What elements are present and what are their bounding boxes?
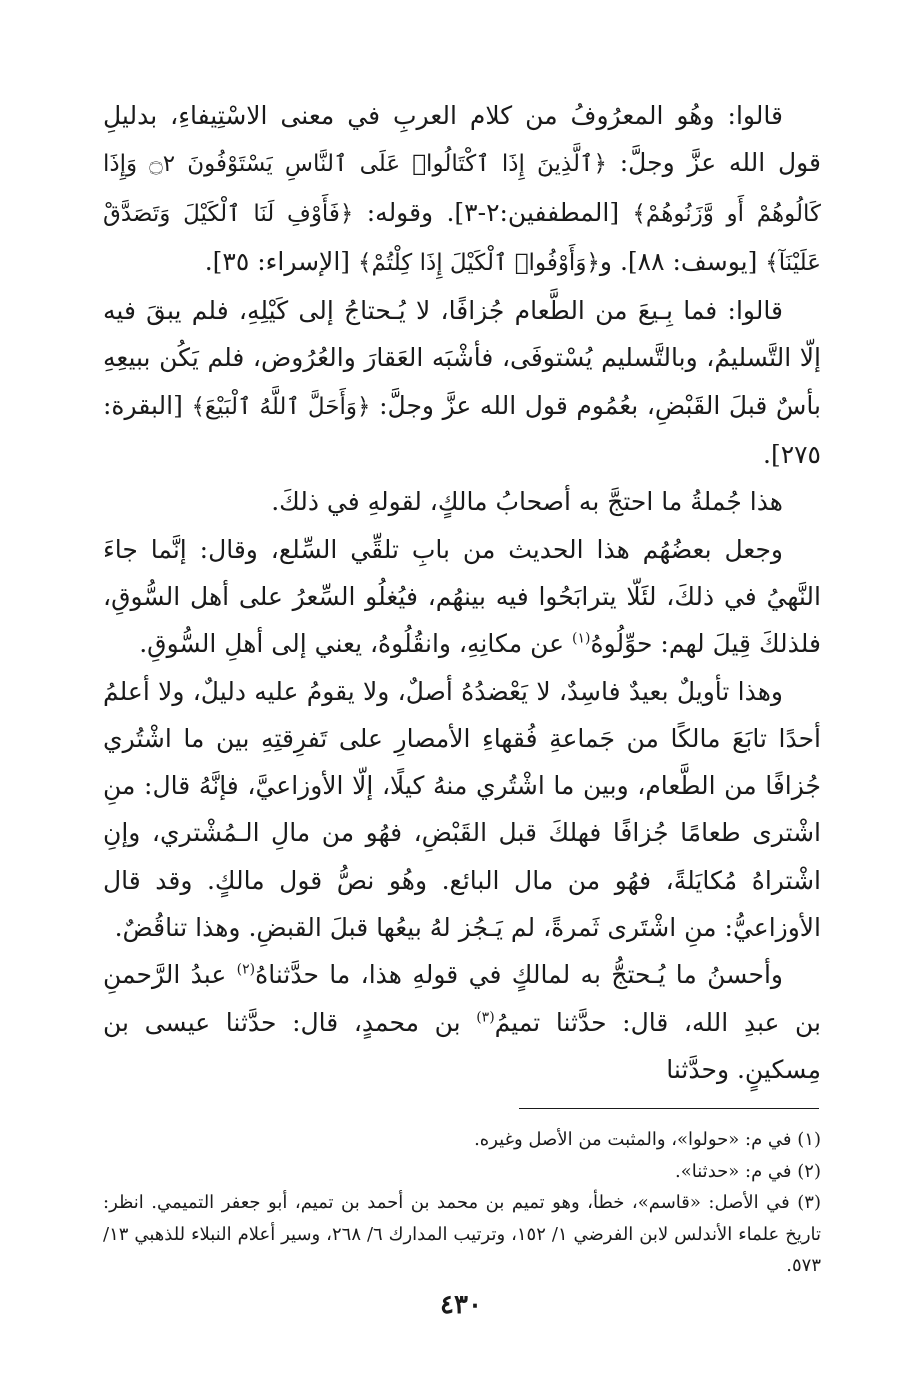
text-run: قالوا: وهُو المعرُوفُ من كلام العربِ في معنى الاسْتِيفاءِ، بدليلِ قول الله عزَّ وجلَّ:: [103, 101, 821, 178]
text-run: وهذا تأويلٌ بعيدٌ فاسِدٌ، لا يَعْضدُهُ أصلٌ، ولا يقومُ عليه دليلٌ، ولا أعلمُ أحدًا تابَعَ مالكًا من جَماعةِ فُقهاءِ الأمصارِ على تَفرِقتِهِ بين ما اشْتُري جُزافًا من الطَّعام، وبين ما اشْتُري منهُ كيلًا، إلّا الأوزاعيَّ، فإنَّهُ قال: منِ اشْترى طعامًا جُزافًا فهلكَ قبل القَبْضِ، فهُو من مالِ الـمُشْتري، وإنِ اشْتراهُ مُكايَلةً، فهُو من مال البائع. وهُو نصُّ قول مالكٍ. وقد قال الأوزاعيُّ: منِ اشْتَرى ثَمرةً، لم يَـجُز لهُ بيعُها قبلَ القبضِ. وهذا تناقُضٌ.: [103, 676, 821, 943]
footnote-2: (٢) في م: «حدثنا».: [675, 1160, 821, 1182]
text-run: عبدُ الرَّحمنِ بن عبدِ الله، قال: حدَّثنا تميمُ: [103, 960, 821, 1037]
footnote-marker: (٣): [476, 1009, 495, 1026]
quran-quote: ﴿فَأَوْفِ لَنَا ٱلْكَيْلَ وَتَصَدَّقْ عَلَيْنَآ﴾: [103, 200, 821, 276]
text-run: عن مكانِهِ، وانقُلُوهُ، يعني إلى أهلِ السُّوقِ.: [139, 629, 573, 659]
paragraph-6: [103, 951, 821, 1093]
paragraph-2: [103, 287, 821, 478]
footnotes: [103, 1124, 821, 1282]
text-run: وجعل بعضُهُم هذا الحديث من بابِ تلقِّي السِّلع، وقال: إنَّما جاءَ النَّهيُ في ذلكَ، لئَلّا يترابَحُوا فيه بينهُم، فيُغلُو السِّعرُ على أهل السُّوقِ، فلذلكَ قِيلَ لهم: حوِّلُوهُ: [103, 534, 821, 659]
paragraph-4: [103, 526, 821, 668]
text-run: وأحسنُ ما يُـحتجُّ به لمالكٍ في قولهِ هذا، ما حدَّثناهُ: [255, 960, 783, 990]
paragraph-1: [103, 92, 821, 287]
main-text: [103, 92, 821, 1093]
footnote-1: (١) في م: «حولوا»، والمثبت من الأصل وغيره.: [474, 1129, 821, 1150]
text-run: بن محمدٍ، قال: حدَّثنا عيسى بن مِسكينٍ. وحدَّثنا: [103, 1007, 821, 1084]
text-run: هذا جُملةُ ما احتجَّ به أصحابُ مالكٍ، لقولهِ في ذلكَ.: [271, 487, 783, 517]
text-run: [المطففين:٢-٣]. وقوله:: [353, 197, 633, 227]
text-run: [البقرة: ٢٧٥].: [103, 390, 821, 470]
page-number: ٤٣٠: [440, 1290, 482, 1320]
text-run: [يوسف: ٨٨]. و: [599, 246, 766, 276]
footnote-separator: [519, 1108, 819, 1109]
footnote-3: (٣) في الأصل: «قاسم»، خطأ، وهو تميم بن محمد بن أحمد بن تميم، أبو جعفر التميمي. انظر: تاريخ علماء الأندلس لابن الفرضي ١/ ١٥٢، وترتيب المدارك ٦/ ٢٦٨، وسير أعلام النبلاء للذهبي ١٣/ ٥٧٣.: [103, 1192, 822, 1276]
quran-quote: ﴿ٱلَّذِينَ إِذَا ٱكْتَالُوا۟ عَلَى ٱلنَّاسِ يَسْتَوْفُونَ ۝٢ وَإِذَا كَالُوهُمْ أَو وَّزَنُوهُمْ﴾: [103, 151, 821, 227]
footnote-marker: (٢): [236, 962, 256, 979]
text-run: [الإسراء: ٣٥].: [204, 246, 358, 276]
text-run: قالوا: فما بِـيعَ من الطَّعام جُزافًا، لا يُـحتاجُ إلى كَيْلِهِ، فلم يبقَ فيه إلّا التَّسليمُ، وبالتَّسليم يُسْتوفَى، فأشْبَه العَقارَ والعُرُوض، فلم يَكُن ببيعِهِ بأسٌ قبلَ القَبْضِ، بعُمُوم قول الله عزَّ وجلَّ:: [103, 296, 822, 420]
footnote-marker: (١): [572, 630, 591, 647]
paragraph-3: [103, 478, 821, 525]
paragraph-5: [103, 668, 821, 952]
quran-quote: ﴿وَأَوْفُوا۟ ٱلْكَيْلَ إِذَا كِلْتُمْ﴾: [357, 249, 600, 276]
quran-quote: ﴿وَأَحَلَّ ٱللَّهُ ٱلْبَيْعَ﴾: [191, 393, 371, 420]
